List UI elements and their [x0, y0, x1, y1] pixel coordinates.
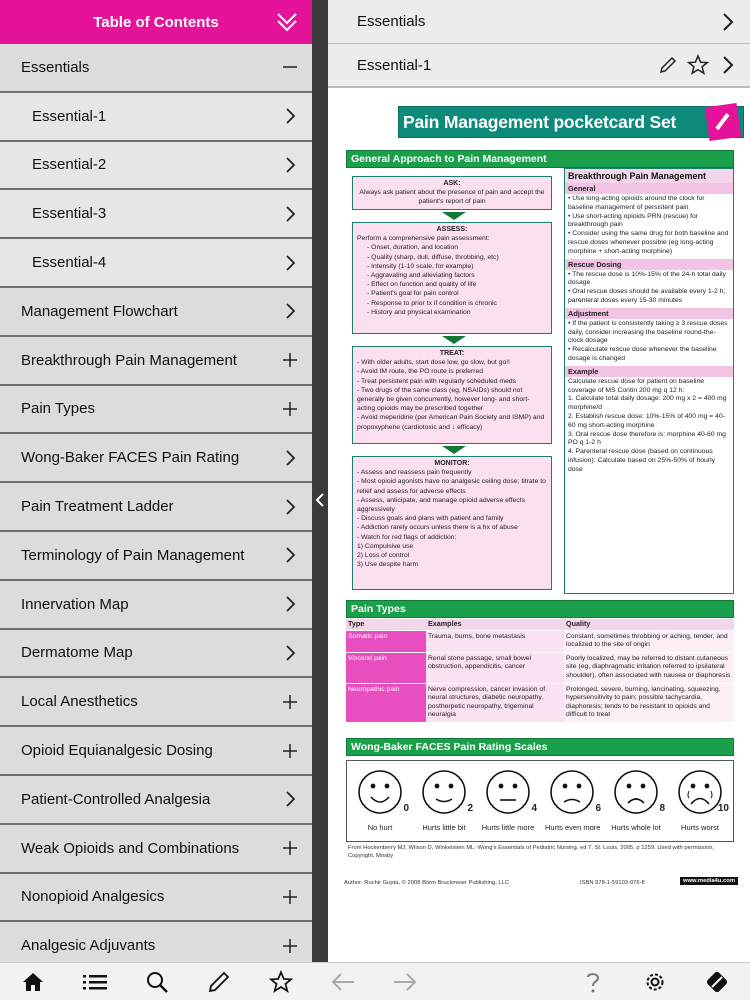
sidebar-item-label: Wong-Baker FACES Pain Rating: [21, 449, 240, 467]
sidebar-item[interactable]: [0, 44, 312, 93]
plus-icon[interactable]: [282, 352, 298, 368]
ask-text: Always ask patient about the presence of pain and accept the patient's report of pain: [359, 189, 545, 206]
column-header: Type: [346, 619, 426, 630]
toc-title: Table of Contents: [93, 13, 219, 31]
assess-list: [357, 243, 547, 317]
sidebar-item[interactable]: [0, 337, 312, 386]
flow-arrow-icon: [442, 446, 466, 454]
collapse-sidebar-icon[interactable]: [313, 488, 327, 512]
sidebar-item-label: Essential-3: [32, 205, 107, 223]
face-icon: [549, 769, 595, 815]
face-rating: [417, 769, 471, 832]
text-line: • Recalculate rescue dose whenever the baseline dosage is changed: [568, 346, 717, 362]
breakthrough-title: Breakthrough Pain Management: [565, 169, 733, 183]
table-cell: Poorly localized, may be referred to distant cutaneous site (eg, diaphragmatic irritation referred to ipsilateral shoulder), often associated with nausea or diaphoresis: [564, 652, 734, 683]
face-rating: [609, 769, 663, 832]
text-line: - Most opioid agonists have no analgesic ceiling dose; titrate to relief and assess for adverse effects: [357, 478, 546, 495]
chevron-right-icon[interactable]: [716, 53, 740, 77]
breadcrumb[interactable]: Essentials: [357, 13, 426, 30]
sidebar-item[interactable]: [0, 190, 312, 239]
publisher-link[interactable]: www.media4u.com: [680, 877, 738, 885]
sidebar-item-label: Opioid Equianalgesic Dosing: [21, 742, 213, 760]
face-number: 10: [717, 803, 729, 814]
text-line: - Two drugs of the same class (eg, NSAIDs) should not generally be given concurrently, however long- and short-acting opioids may be prescribed together: [357, 386, 530, 413]
assess-intro: Perform a comprehensive pain assessment:: [357, 235, 490, 243]
treat-list: [357, 358, 547, 432]
sidebar-item-label: Management Flowchart: [21, 302, 178, 320]
table-row: [346, 683, 734, 722]
bt-rescue-heading: Rescue Dosing: [565, 259, 733, 270]
text-line: - Effect on function and quality of life: [367, 281, 477, 289]
star-icon[interactable]: [268, 969, 294, 995]
pocketcard-page: [344, 102, 744, 902]
text-line: - Patient's goal for pain control: [367, 290, 459, 298]
plus-icon[interactable]: [282, 694, 298, 710]
sidebar-item-label: Essential-1: [32, 107, 107, 125]
text-line: Calculate rescue dose for patient on baseline coverage of MS Contin 200 mg q 12 h:: [568, 377, 705, 394]
plus-icon[interactable]: [282, 743, 298, 759]
sidebar-item[interactable]: [0, 239, 312, 288]
bt-adjust-heading: Adjustment: [565, 308, 733, 319]
chevron-right-icon[interactable]: [282, 303, 298, 319]
sidebar-item[interactable]: [0, 776, 312, 825]
text-line: - Treat persistent pain with regularly scheduled meds: [357, 377, 517, 385]
text-line: - Intensity (1-10 scale, for example): [367, 262, 474, 270]
minus-icon[interactable]: [282, 59, 298, 75]
plus-icon[interactable]: [282, 401, 298, 417]
text-line: • The rescue dose is 10%-15% of the 24-h total daily dosage: [568, 270, 726, 287]
face-label: Hurts worst: [681, 823, 719, 832]
breakthrough-column: [564, 168, 734, 594]
sidebar-item[interactable]: [0, 386, 312, 435]
chevron-right-icon[interactable]: [716, 10, 740, 34]
face-icon: [421, 769, 467, 815]
faces-scale: [346, 760, 734, 842]
text-line: - With older adults, start dose low, go slow, but go!!: [357, 359, 511, 367]
breadcrumb-row[interactable]: [328, 0, 750, 44]
sidebar-item[interactable]: [0, 142, 312, 191]
back-arrow-icon[interactable]: [330, 969, 356, 995]
chevron-right-icon[interactable]: [282, 450, 298, 466]
sidebar-item-label: Dermatome Map: [21, 644, 133, 662]
table-row: [346, 652, 734, 683]
table-of-contents-panel: [0, 0, 312, 962]
collapse-chevrons-icon[interactable]: [274, 8, 300, 36]
chevron-right-icon[interactable]: [282, 791, 298, 807]
text-line: - Onset, duration, and location: [367, 244, 459, 252]
section-pain-types: [346, 600, 734, 618]
app-logo-icon[interactable]: [704, 969, 730, 995]
sidebar-item-label: Weak Opioids and Combinations: [21, 839, 240, 857]
face-icon: [357, 769, 403, 815]
table-cell: Prolonged, severe, burning, lancinating, squeezing, hypersensitivity to pain; possible tachycardia, diaphoresis; tends to be resistant to opioids and difficult to treat: [564, 683, 734, 722]
sidebar-item[interactable]: [0, 532, 312, 581]
card-title: Pain Management pocketcard Set: [403, 111, 677, 132]
page-title-row: [328, 44, 750, 88]
table-row: [346, 630, 734, 652]
bt-example-heading: Example: [565, 366, 733, 377]
text-line: - Assess, anticipate, and manage opioid adverse effects aggressively: [357, 496, 526, 514]
face-rating: [673, 769, 727, 832]
sidebar-item-label: Pain Types: [21, 400, 95, 418]
chevron-right-icon[interactable]: [282, 108, 298, 124]
face-icon: [613, 769, 659, 815]
sidebar-item-label: Essential-4: [32, 254, 107, 272]
face-number: 8: [659, 803, 665, 814]
monitor-box: [352, 456, 552, 590]
sidebar-item[interactable]: [0, 288, 312, 337]
sidebar-item[interactable]: [0, 874, 312, 923]
sidebar-item-label: Analgesic Adjuvants: [21, 937, 156, 955]
monitor-list: [357, 468, 547, 569]
sidebar-item[interactable]: [0, 727, 312, 776]
face-number: 0: [403, 803, 409, 814]
chevron-right-icon[interactable]: [282, 255, 298, 271]
assess-box: [352, 222, 552, 334]
help-icon[interactable]: [580, 969, 606, 995]
search-icon[interactable]: [144, 969, 170, 995]
sidebar-item-label: Essential-2: [32, 156, 107, 174]
face-label: No hurt: [367, 823, 393, 832]
assess-heading: ASSESS:: [436, 226, 468, 233]
text-line: - Watch for red flags of addiction:: [357, 533, 457, 541]
faces-reference: From Hockenberry MJ, Wilson D, Winkelstein ML: Wong's Essentials of Pediatric Nursing, ed 7, St. Louis, 2005, p 1259. Used with permission, Copyright, Mosby: [348, 845, 715, 859]
toc-list: [0, 44, 312, 962]
table-cell: Constant, sometimes throbbing or aching, tender, and localized to the site of origin: [564, 630, 734, 652]
card-isbn: ISBN 978-1-59103-076-8: [580, 880, 645, 886]
text-line: - Aggravating and alleviating factors: [367, 272, 475, 280]
sidebar-item-label: Patient-Controlled Analgesia: [21, 790, 211, 808]
pencil-icon[interactable]: [656, 53, 680, 77]
table-header: [346, 619, 734, 630]
text-line: 1. Calculate total daily dosage: 200 mg x 2 = 400 mg morphine/d: [568, 395, 727, 412]
bottom-toolbar: [0, 962, 750, 1000]
card-author: Author: Ruchir Gupta, © 2008 Börm Bruckmeier Publishing, LLC: [344, 880, 510, 886]
text-line: • Use short-acting opioids PRN (rescue) for breakthrough pain: [568, 212, 699, 229]
flow-arrow-icon: [442, 336, 466, 344]
sidebar-item[interactable]: [0, 630, 312, 679]
bt-general-list: [565, 194, 733, 259]
chevron-right-icon[interactable]: [282, 645, 298, 661]
text-line: 4. Parenteral rescue dose (based on continuous infusion): Calculate based on 25%-50% of hourly dose: [568, 448, 715, 473]
pencil-icon[interactable]: [206, 969, 232, 995]
card-title-bar: [398, 106, 744, 138]
plus-icon[interactable]: [282, 889, 298, 905]
sidebar-item-label: Breakthrough Pain Management: [21, 351, 237, 369]
forward-arrow-icon[interactable]: [392, 969, 418, 995]
text-line: • If the patient is consistently taking ≥ 3 rescue doses daily, consider increasing the baseline round-the-clock dosage: [568, 319, 728, 345]
chevron-right-icon[interactable]: [282, 157, 298, 173]
bt-rescue-list: [565, 270, 733, 308]
text-line: - Discuss goals and plans with patient and family: [357, 515, 504, 523]
text-line: • Oral rescue doses should be available every 1-2 h; parenteral doses every 15-30 minutes: [568, 288, 726, 304]
text-line: 3. Oral rescue dose therefore is: morphine 40-60 mg PO q 1-2 h: [568, 430, 726, 447]
text-line: - Quality (sharp, dull, diffuse, throbbing, etc): [367, 253, 499, 261]
text-line: 1) Compulsive use: [357, 542, 414, 550]
text-line: - Addiction rarely occurs unless there is a hx of abuse: [357, 524, 518, 532]
text-line: • Consider using the same drug for both baseline and rescue doses whenever possible (eg long-acting morphine + short-acting morphine): [568, 230, 729, 255]
face-number: 4: [531, 803, 537, 814]
toc-header: [0, 0, 312, 44]
table-cell: Neuropathic pain: [346, 683, 426, 722]
face-icon: [485, 769, 531, 815]
bt-example-list: [565, 377, 733, 477]
text-line: - Assess and reassess pain frequently: [357, 469, 472, 477]
content-pane: [328, 0, 750, 962]
face-rating: [545, 769, 599, 832]
text-line: - Response to prior tx if condition is chronic: [367, 299, 497, 307]
table-cell: Visceral pain: [346, 652, 426, 683]
flow-arrow-icon: [442, 212, 466, 220]
text-line: - Avoid meperidine (per American Pain Society and ISMP) and propoxyphene (cardiotoxic and ↓ efficacy): [357, 414, 545, 431]
chevron-right-icon[interactable]: [282, 596, 298, 612]
table-body: [346, 630, 734, 722]
monitor-heading: MONITOR:: [434, 460, 470, 467]
chevron-right-icon[interactable]: [282, 499, 298, 515]
plus-icon[interactable]: [282, 840, 298, 856]
treat-heading: TREAT:: [439, 350, 465, 357]
text-line: - Avoid IM route, the PO route is preferred: [357, 368, 484, 376]
table-cell: Renal stone passage, small bowel obstruction, appendicitis, cancer: [426, 652, 564, 683]
bt-adjust-list: [565, 319, 733, 366]
chevron-right-icon[interactable]: [282, 547, 298, 563]
bt-general-heading: General: [565, 183, 733, 194]
sidebar-item-label: Nonopioid Analgesics: [21, 888, 165, 906]
face-rating: [481, 769, 535, 832]
ask-heading: ASK:: [443, 180, 461, 187]
sidebar-item-label: Innervation Map: [21, 595, 129, 613]
sidebar-item[interactable]: [0, 93, 312, 142]
face-number: 2: [467, 803, 473, 814]
sidebar-item[interactable]: [0, 825, 312, 874]
sidebar-item-label: Pain Treatment Ladder: [21, 498, 174, 516]
text-line: 2) Loss of control: [357, 552, 410, 560]
list-icon[interactable]: [82, 969, 108, 995]
table-cell: Trauma, burns, bone metastasis: [426, 630, 564, 652]
text-line: 2. Establish rescue dose: 10%-15% of 400 mg = 40-60 mg short-acting morphine: [568, 412, 725, 429]
section-title: Wong-Baker FACES Pain Rating Scales: [351, 741, 548, 753]
face-rating: [353, 769, 407, 832]
table-cell: Somatic pain: [346, 630, 426, 652]
sidebar-item-label: Essentials: [21, 58, 90, 76]
sidebar-item[interactable]: [0, 483, 312, 532]
plus-icon[interactable]: [282, 938, 298, 954]
table-cell: Nerve compression, cancer invasion of neural structures, diabetic neuropathy, postherpetic neuropathy, trigeminal neuralgia: [426, 683, 564, 722]
sidebar-item[interactable]: [0, 678, 312, 727]
section-general-approach: [346, 150, 734, 168]
sidebar-item-label: Local Anesthetics: [21, 693, 138, 711]
ask-box: [352, 176, 552, 210]
face-label: Hurts whole lot: [611, 823, 661, 832]
text-line: - History and physical examination: [367, 308, 471, 316]
section-wong-baker: [346, 738, 734, 756]
text-line: • Use long-acting opioids around the clock for baseline management of persistent pain: [568, 195, 705, 211]
split-divider[interactable]: [312, 0, 328, 962]
section-title: General Approach to Pain Management: [351, 153, 547, 165]
face-label: Hurts even more: [545, 823, 601, 832]
page-title: Essential-1: [357, 56, 432, 74]
column-header: Quality: [564, 619, 734, 630]
star-icon[interactable]: [686, 53, 710, 77]
brand-logo-icon: [705, 103, 741, 141]
text-line: 3) Use despite harm: [357, 561, 419, 569]
sidebar-item-label: Terminology of Pain Management: [21, 546, 245, 564]
pain-types-table: [346, 619, 734, 722]
chevron-right-icon[interactable]: [282, 206, 298, 222]
column-header: Examples: [426, 619, 564, 630]
face-label: Hurts little bit: [422, 823, 466, 832]
treat-box: [352, 346, 552, 444]
sidebar-item[interactable]: [0, 581, 312, 630]
home-icon[interactable]: [20, 969, 46, 995]
sidebar-item[interactable]: [0, 922, 312, 962]
face-icon: [677, 769, 723, 815]
section-title: Pain Types: [351, 603, 406, 615]
settings-gear-icon[interactable]: [642, 969, 668, 995]
sidebar-item[interactable]: [0, 434, 312, 483]
face-number: 6: [595, 803, 601, 814]
face-label: Hurts little more: [481, 823, 535, 832]
